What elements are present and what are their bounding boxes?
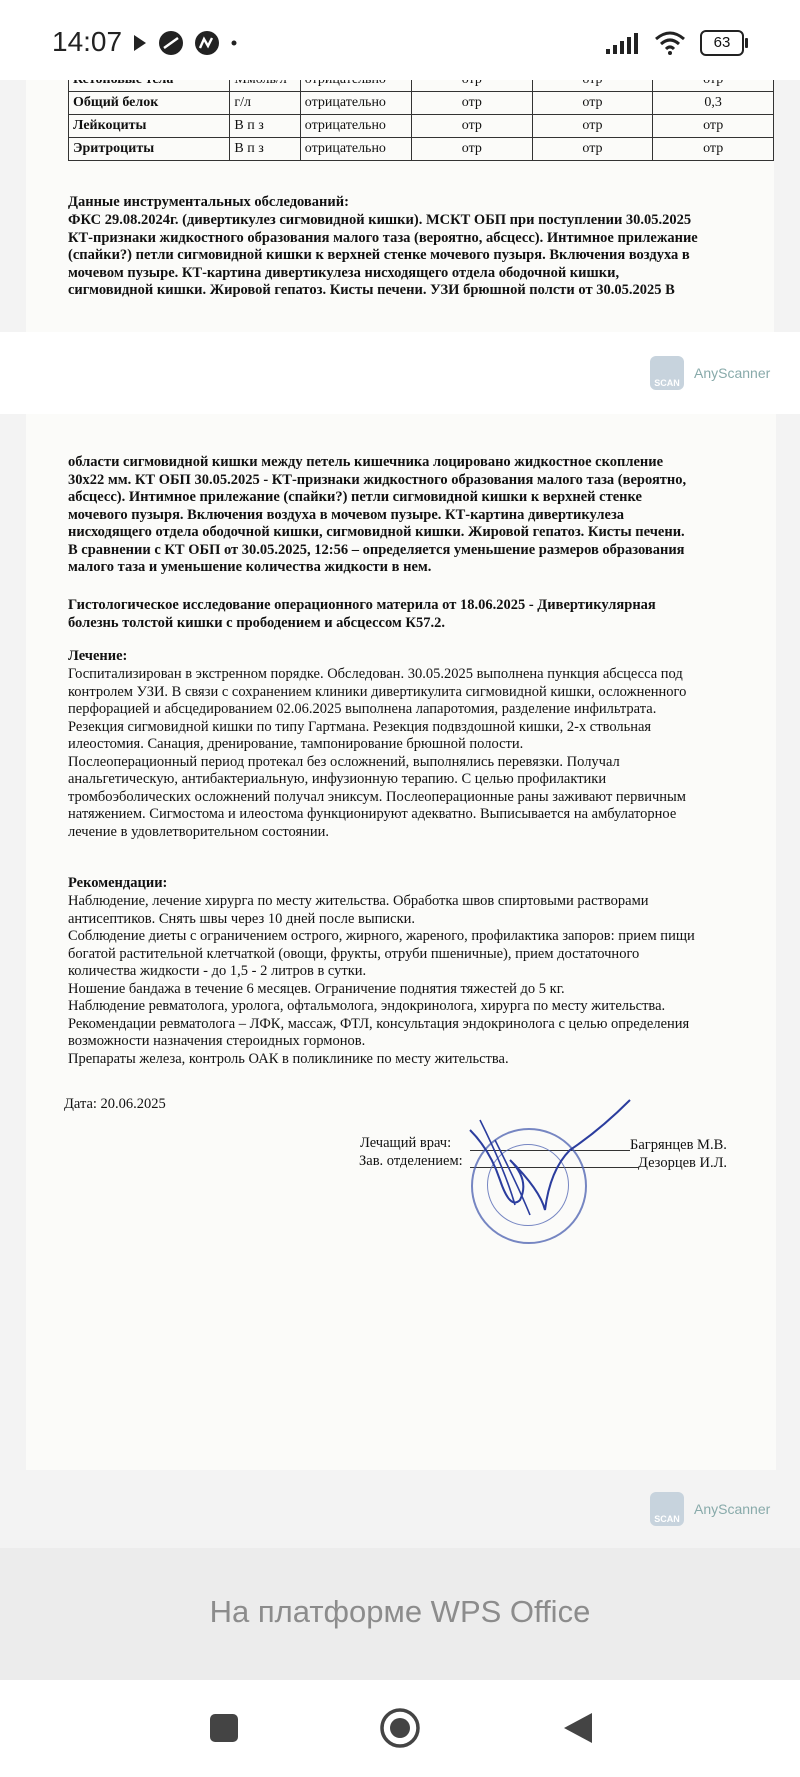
wifi-icon — [654, 31, 686, 55]
back-button[interactable] — [556, 1706, 600, 1750]
table-row — [69, 115, 774, 138]
recommendations-heading: Рекомендации: — [68, 875, 168, 891]
lab-results-table — [68, 68, 774, 161]
table-cell: Лейкоциты — [69, 115, 230, 138]
table-cell: 0,3 — [653, 92, 774, 115]
home-circle-icon — [379, 1707, 421, 1749]
table-cell: отр — [532, 92, 653, 115]
square-icon — [209, 1713, 239, 1743]
table-cell: отр — [412, 92, 533, 115]
table-row — [69, 92, 774, 115]
status-left-icons — [132, 30, 238, 56]
table-cell: отрицательно — [300, 92, 411, 115]
navigation-bar — [0, 1680, 800, 1777]
instrumental-text: ФКС 29.08.2024г. (дивертикулез сигмовидной кишки). МСКТ ОБП при поступлении 30.05.2025 КТ-признаки жидкостного образования малого таза (вероятно, абсцесс). Интимное прилежание (спайки?) петли сигмовидной кишки к верхней стенке мочевого пузыря. Включения воздуха в мочевом пузыре. КТ-картина дивертикулеза нисходящего отдела ободочной кишки, сигмовидной кишки. Жировой гепатоз. Кисты печени. УЗИ брюшной полсти от 30.05.2025 В — [68, 212, 698, 298]
histology-text: Гистологическое исследование операционного материла от 18.06.2025 - Дивертикулярная болезнь толстой кишки с прободением и абсцессом К57.2. — [68, 597, 656, 631]
status-time: 14:07 — [52, 26, 123, 57]
document-date: Дата: 20.06.2025 — [64, 1096, 166, 1112]
table-cell: отрицательно — [300, 138, 411, 161]
table-cell: отр — [532, 138, 653, 161]
dot-icon — [230, 39, 238, 47]
table-cell: отрицательно — [300, 115, 411, 138]
table-cell: отр — [412, 115, 533, 138]
anyscanner-watermark-2 — [650, 1492, 770, 1526]
signal-icon — [606, 32, 640, 54]
app-icon-2 — [194, 30, 220, 56]
treatment-heading: Лечение: — [68, 648, 128, 664]
scan-page-1 — [26, 62, 774, 332]
table-cell: В п з — [230, 138, 300, 161]
instrumental-heading: Данные инструментальных обследований: — [68, 194, 349, 210]
home-button[interactable] — [378, 1706, 422, 1750]
head-label: Зав. отделением: — [359, 1153, 463, 1169]
table-cell: отр — [653, 138, 774, 161]
table-cell: г/л — [230, 92, 300, 115]
play-store-icon — [132, 34, 148, 52]
anyscanner-watermark-1 — [650, 356, 770, 390]
table-cell: Общий белок — [69, 92, 230, 115]
anyscanner-icon: SCAN — [650, 1492, 684, 1526]
back-triangle-icon — [562, 1711, 594, 1745]
recents-button[interactable] — [202, 1706, 246, 1750]
anyscanner-label: AnyScanner — [694, 1501, 771, 1517]
treatment-text: Госпитализирован в экстренном порядке. Обследован. 30.05.2025 выполнена пункция абсцесса под контролем УЗИ. В связи с сохранением клиники дивертикулита сигмовидной кишки, осложненного перфорацией и абсцедированием 02.06.2025 выполнена лапаротомия, разделение инфильтрата. Резекция сигмовидной кишки по типу Гартмана. Резекция подвздошной кишки, 2-х ствольная илеостомия. Санация, дренирование, тампонирование брюшной полости. Послеоперационный период протекал без осложнений, выполнялись перевязки. Получал анальгетическую, антибактериальную, инфузионную терапию. С целью профилактики тромбоэболических осложнений получал эниксум. Послеоперационные раны заживают первичным натяжением. Сигмостома и илеостома функционируют адекватно. Выписывается на амбулаторное лечение в удовлетворительном состоянии. — [68, 666, 687, 840]
ultrasound-ct-text: области сигмовидной кишки между петель кишечника лоцировано жидкостное скопление 30х22 мм. КТ ОБП 30.05.2025 - КТ-признаки жидкостного образования малого таза (вероятно, абсцесс). Интимное прилежание (спайки?) петли сигмовидной кишки к верхней стенке мочевого пузыря. Включения воздуха в мочевом пузыре. КТ-картина дивертикулеза нисходящего отдела ободочной кишки, сигмовидной кишки. Жировой гепатоз. Кисты печени. В сравнении с КТ ОБП от 30.05.2025, 12:56 – определяется уменьшение размеров образования малого таза и уменьшение количества жидкости в нем. — [68, 454, 687, 575]
doctor-label: Лечащий врач: — [360, 1135, 452, 1151]
table-row — [69, 138, 774, 161]
doctor-name: Багрянцев М.В. — [630, 1137, 727, 1153]
table-cell: отр — [412, 138, 533, 161]
table-cell: отр — [532, 115, 653, 138]
signature-icon — [450, 1090, 650, 1240]
wps-banner-text: На платформе WPS Office — [209, 1594, 591, 1629]
app-icon — [158, 30, 184, 56]
status-right-icons — [606, 30, 744, 56]
head-name: Дезорцев И.Л. — [638, 1155, 728, 1171]
table-cell: отр — [653, 115, 774, 138]
anyscanner-label: AnyScanner — [694, 365, 771, 381]
recommendations-text: Наблюдение, лечение хирурга по месту жительства. Обработка швов спиртовыми растворами антисептиков. Снять швы через 10 дней после выписки. Соблюдение диеты с ограничением острого, жирного, жареного, профилактика запоров: прием пищи богатой растительной клетчаткой (овощи, фрукты, отруби пшеничные), прием достаточного количества жидкости - до 1,5 - 2 литров в сутки. Ношение бандажа в течение 6 месяцев. Ограничение поднятия тяжестей до 5 кг. Наблюдение ревматолога, уролога, офтальмолога, эндокринолога, хирурга по месту жительства. Рекомендации ревматолога – ЛФК, массаж, ФТЛ, консультация эндокринолога с целью определения возможности назначения стероидных гормонов. Препараты железа, контроль ОАК в поликлинике по месту жительства. — [68, 893, 695, 1067]
table-cell: В п з — [230, 115, 300, 138]
anyscanner-icon: SCAN — [650, 356, 684, 390]
table-cell: Эритроциты — [69, 138, 230, 161]
battery-icon: 63 — [700, 30, 744, 56]
wps-banner[interactable] — [0, 1548, 800, 1680]
status-bar — [0, 0, 800, 80]
